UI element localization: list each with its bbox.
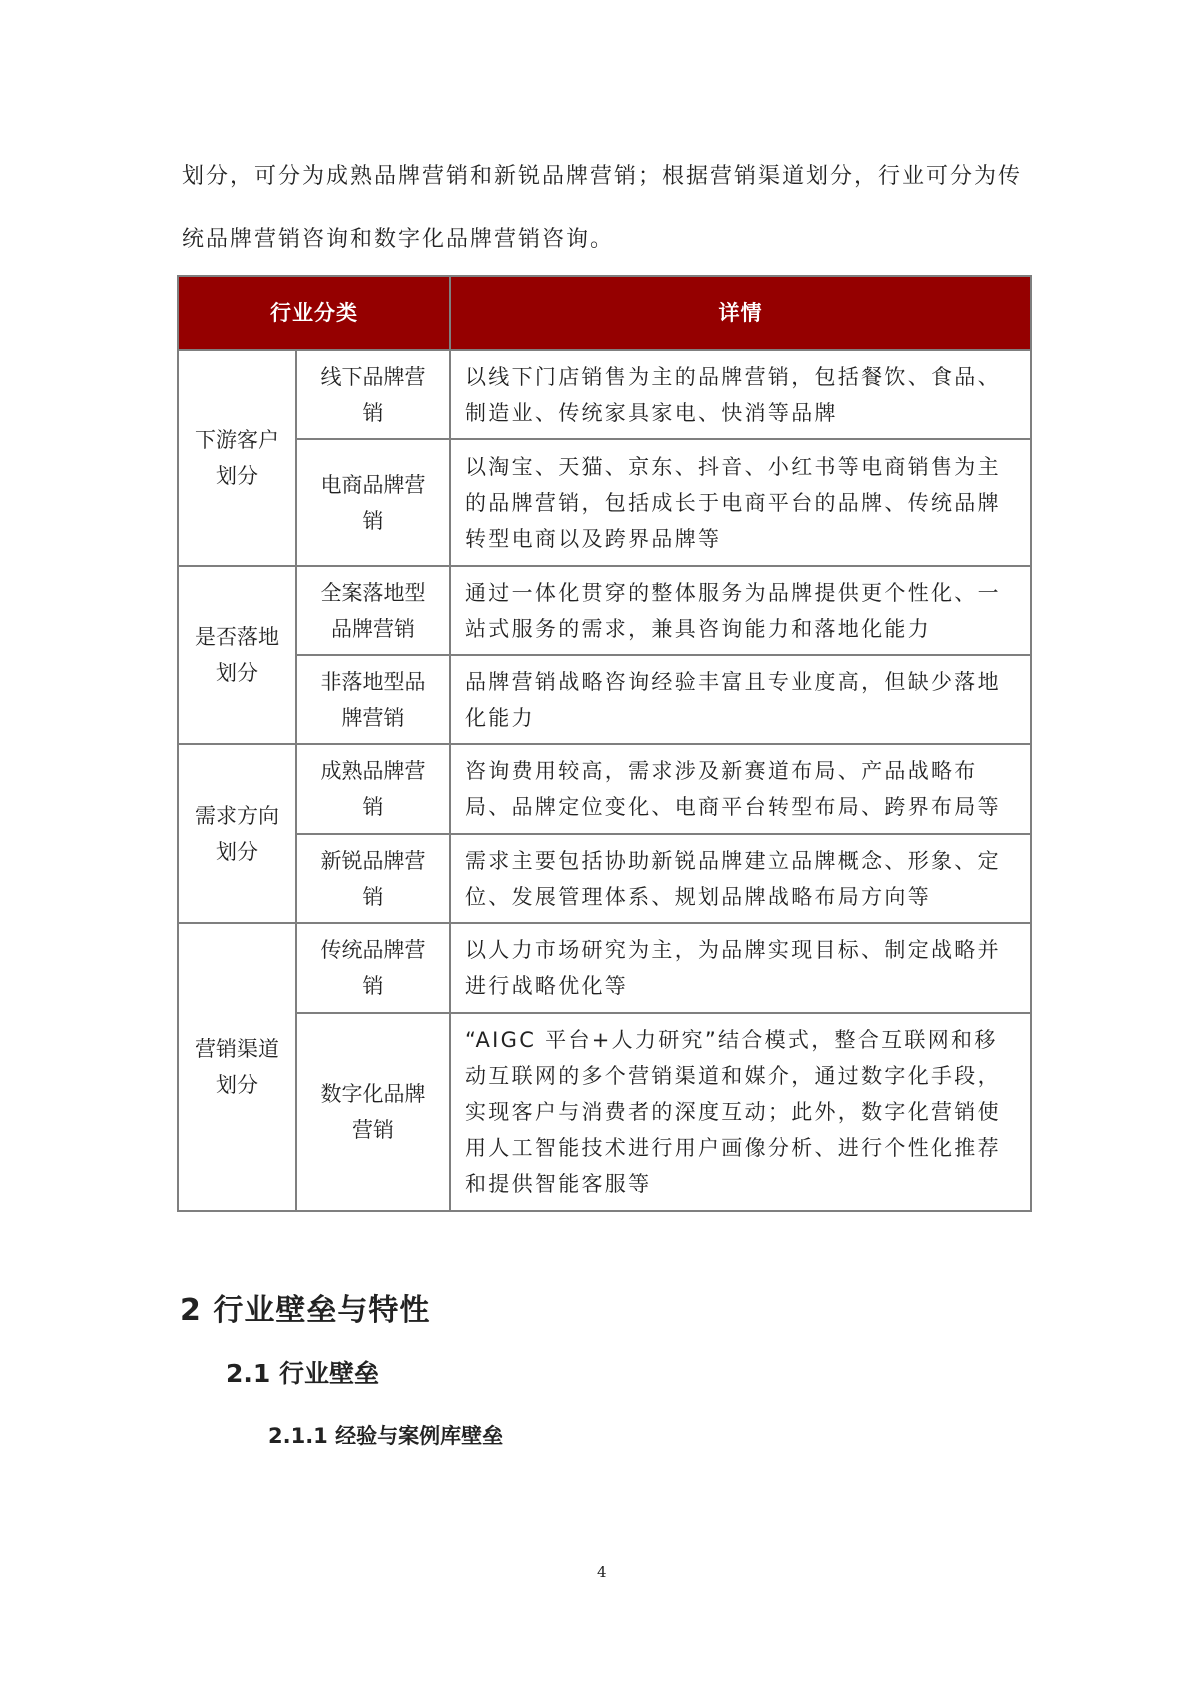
- detail-cell: 以人力市场研究为主，为品牌实现目标、制定战略并进行战略优化等: [450, 923, 1031, 1013]
- type-cell: 电商品牌营销: [296, 439, 450, 566]
- group-name-cell: 需求方向划分: [178, 744, 296, 923]
- detail-cell: 以线下门店销售为主的品牌营销，包括餐饮、食品、制造业、传统家具家电、快消等品牌: [450, 350, 1031, 439]
- group-name-cell: 是否落地划分: [178, 566, 296, 744]
- detail-cell: 品牌营销战略咨询经验丰富且专业度高，但缺少落地化能力: [450, 655, 1031, 744]
- detail-cell: 以淘宝、天猫、京东、抖音、小红书等电商销售为主的品牌营销，包括成长于电商平台的品牌、传统品牌转型电商以及跨界品牌等: [450, 439, 1031, 566]
- header-detail: 详情: [450, 276, 1031, 350]
- detail-cell: 通过一体化贯穿的整体服务为品牌提供更个性化、一站式服务的需求，兼具咨询能力和落地化能力: [450, 566, 1031, 655]
- type-cell: 新锐品牌营销: [296, 834, 450, 923]
- section-heading: 2 行业壁垒与特性: [180, 1293, 431, 1328]
- detail-cell: “AIGC 平台+人力研究”结合模式，整合互联网和移动互联网的多个营销渠道和媒介，通过数字化手段，实现客户与消费者的深度互动；此外，数字化营销使用人工智能技术进行用户画像分析、进行个性化推荐和提供智能客服等: [450, 1013, 1031, 1211]
- type-cell: 线下品牌营销: [296, 350, 450, 439]
- group-name-cell: 下游客户划分: [178, 350, 296, 566]
- header-category: 行业分类: [178, 276, 450, 350]
- table-row: [178, 655, 1031, 744]
- type-cell: 全案落地型品牌营销: [296, 566, 450, 655]
- type-cell: 传统品牌营销: [296, 923, 450, 1013]
- subsection-heading: 2.1 行业壁垒: [226, 1359, 379, 1388]
- table-row: [178, 350, 1031, 439]
- table-row: [178, 566, 1031, 655]
- table-row: [178, 834, 1031, 923]
- detail-cell: 需求主要包括协助新锐品牌建立品牌概念、形象、定位、发展管理体系、规划品牌战略布局方向等: [450, 834, 1031, 923]
- type-cell: 成熟品牌营销: [296, 744, 450, 834]
- table-row: [178, 439, 1031, 566]
- table-header-row: [178, 276, 1031, 350]
- industry-classification-table: [177, 275, 1032, 1212]
- type-cell: 数字化品牌营销: [296, 1013, 450, 1211]
- table-row: [178, 923, 1031, 1013]
- subsubsection-heading: 2.1.1 经验与案例库壁垒: [268, 1424, 504, 1448]
- intro-paragraph: 划分，可分为成熟品牌营销和新锐品牌营销；根据营销渠道划分，行业可分为传统品牌营销咨询和数字化品牌营销咨询。: [182, 164, 1023, 252]
- table-row: [178, 744, 1031, 834]
- group-name-cell: 营销渠道划分: [178, 923, 296, 1211]
- page-number: 4: [597, 1563, 607, 1581]
- type-cell: 非落地型品牌营销: [296, 655, 450, 744]
- table-row: [178, 1013, 1031, 1211]
- detail-cell: 咨询费用较高，需求涉及新赛道布局、产品战略布局、品牌定位变化、电商平台转型布局、跨界布局等: [450, 744, 1031, 834]
